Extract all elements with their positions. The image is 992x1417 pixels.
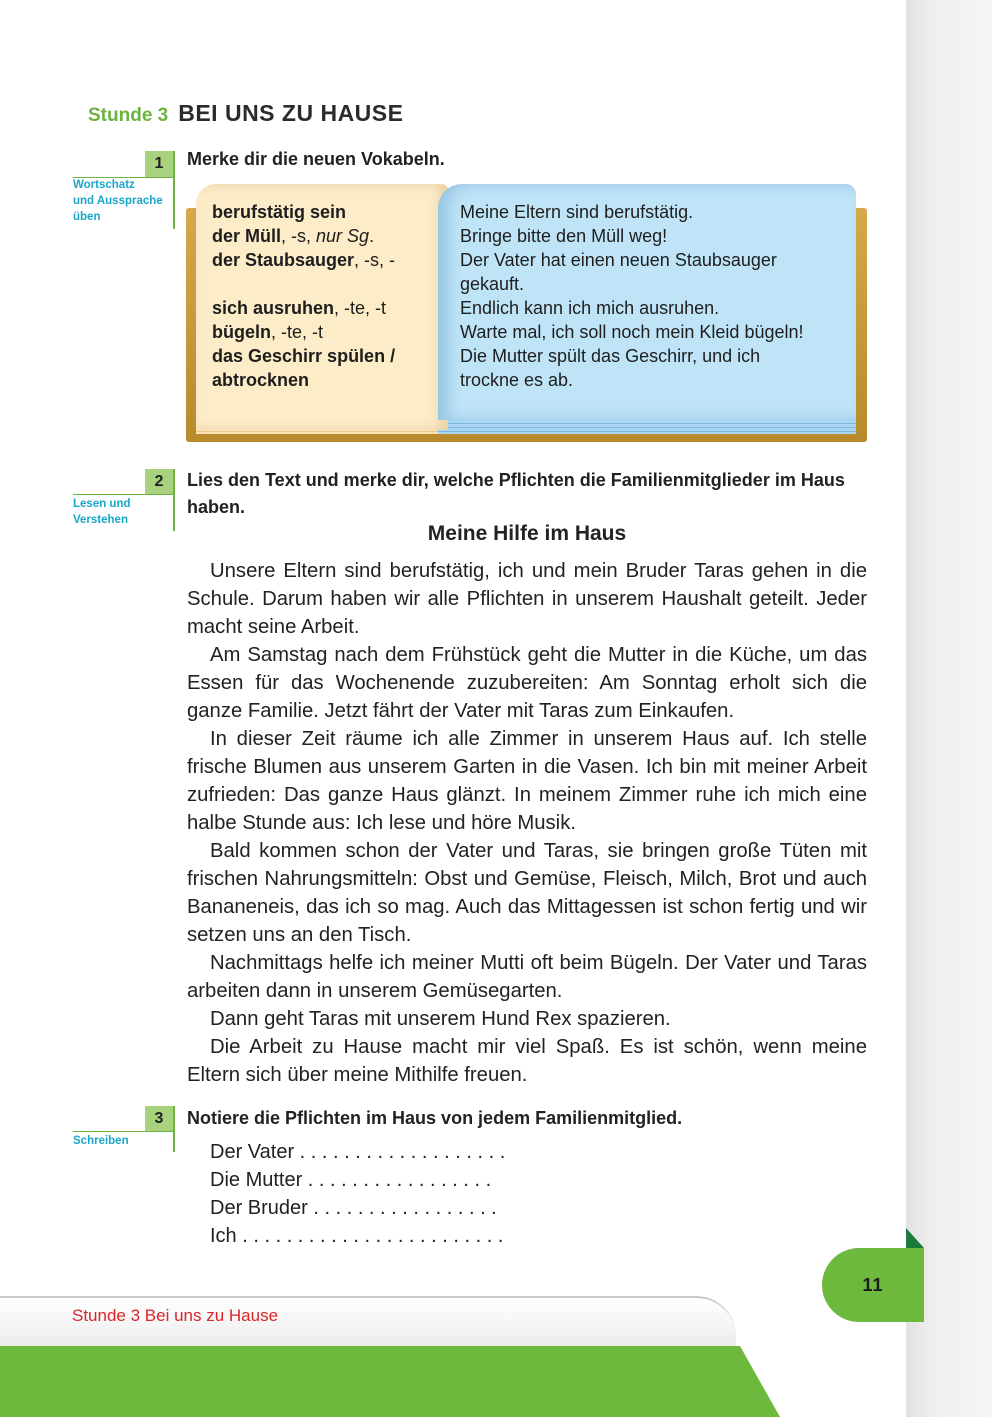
vocab-spacer — [212, 272, 442, 296]
lesson-header — [88, 100, 403, 127]
story-paragraph: Am Samstag nach dem Frühstück geht die Mutter in die Küche, um das Essen für das Wochenende zuzubereiten: Am Sonntag erholt sich die ganze Familie. Jetzt fährt der Vater mit Taras zum Einkaufen. — [187, 644, 867, 722]
task-number-1: 1 — [145, 151, 173, 177]
task-3-instruction: Notiere die Pflichten im Haus von jedem Familienmitglied. — [187, 1108, 683, 1128]
example-sentence: gekauft. — [460, 274, 525, 294]
lesson-number: Stunde 3 — [88, 105, 169, 126]
example-sentences — [460, 200, 838, 392]
story-paragraph: Die Arbeit zu Hause macht mir viel Spaß. Es ist schön, wenn meine Eltern sich über meine Mithilfe freuen. — [187, 1036, 867, 1086]
fill-in-list — [210, 1138, 505, 1250]
footer-green-band — [0, 1346, 780, 1417]
task-2-instruction: Lies den Text und merke dir, welche Pflichten die Familienmitglieder im Haus haben. — [187, 470, 845, 517]
footer-running-title: Stunde 3 Bei uns zu Hause — [72, 1306, 279, 1325]
side-rule — [173, 151, 175, 229]
page-number: 11 — [822, 1248, 924, 1322]
vocab-item: sich ausruhen, -te, -t — [212, 298, 387, 318]
example-sentence: Warte mal, ich soll noch mein Kleid bügeln! — [460, 322, 804, 342]
story-paragraph: Nachmittags helfe ich meiner Mutti oft beim Bügeln. Der Vater und Taras arbeiten dann in unserem Gemüsegarten. — [187, 952, 867, 1002]
story-text — [187, 557, 867, 1089]
page-edge — [906, 0, 992, 1417]
story-paragraph: Unsere Eltern sind berufstätig, ich und mein Bruder Taras gehen in die Schule. Darum haben wir alle Pflichten in unserem Haushalt geteilt. Jeder macht seine Arbeit. — [187, 560, 867, 638]
fill-in-line: Der Bruder . . . . . . . . . . . . . . . . . — [210, 1197, 497, 1219]
vocab-item: der Staubsauger, -s, - — [212, 250, 396, 270]
vocab-item: das Geschirr spülen / — [212, 346, 396, 366]
task-number-3: 3 — [145, 1106, 173, 1132]
task-1-category: Wortschatz und Aussprache üben — [73, 179, 163, 223]
lesson-title: BEI UNS ZU HAUSE — [178, 100, 404, 126]
example-sentence: Bringe bitte den Müll weg! — [460, 226, 668, 246]
fill-in-line: Der Vater . . . . . . . . . . . . . . . . . . . — [210, 1141, 506, 1163]
task-1-instruction: Merke dir die neuen Vokabeln. — [187, 149, 445, 169]
example-sentence: Endlich kann ich mich ausruhen. — [460, 298, 720, 318]
fill-in-line: Ich . . . . . . . . . . . . . . . . . . . . . . . . — [210, 1225, 504, 1247]
story-paragraph: Bald kommen schon der Vater und Taras, sie bringen große Tüten mit frischen Nahrungsmitteln: Obst und Gemüse, Fleisch, Milch, Brot und auch Bananeneis, das ich so mag. Auch das Mittagessen ist schon fertig und wir setzen uns an den Tisch. — [187, 840, 867, 946]
vocab-item: bügeln, -te, -t — [212, 322, 324, 342]
vocab-item: berufstätig sein — [212, 202, 347, 222]
vocabulary-list — [212, 200, 442, 392]
task-2-category: Lesen und Verstehen — [73, 498, 131, 526]
vocab-item: der Müll, -s, nur Sg. — [212, 226, 375, 246]
story-title: Meine Hilfe im Haus — [427, 522, 627, 545]
task-number-2: 2 — [145, 469, 173, 495]
task-3-category: Schreiben — [73, 1135, 129, 1147]
side-divider — [73, 1131, 174, 1132]
side-rule — [173, 1106, 175, 1152]
fill-in-line: Die Mutter . . . . . . . . . . . . . . . . . — [210, 1169, 492, 1191]
vocab-item: abtrocknen — [212, 370, 310, 390]
example-sentence: Meine Eltern sind berufstätig. — [460, 202, 694, 222]
story-paragraph: Dann geht Taras mit unserem Hund Rex spazieren. — [210, 1008, 671, 1030]
example-sentence: Die Mutter spült das Geschirr, und ich — [460, 346, 761, 366]
side-rule — [173, 469, 175, 531]
side-divider — [73, 494, 174, 495]
story-paragraph: In dieser Zeit räume ich alle Zimmer in unserem Haus auf. Ich stelle frische Blumen aus unserem Garten in die Vasen. Ich bin mit meiner Arbeit zufrieden: Das ganze Haus glänzt. In meinem Zimmer ruhe ich mich eine halbe Stunde aus: Ich lese und höre Musik. — [187, 728, 867, 834]
example-sentence: trockne es ab. — [460, 370, 574, 390]
example-sentence: Der Vater hat einen neuen Staubsauger — [460, 250, 777, 270]
